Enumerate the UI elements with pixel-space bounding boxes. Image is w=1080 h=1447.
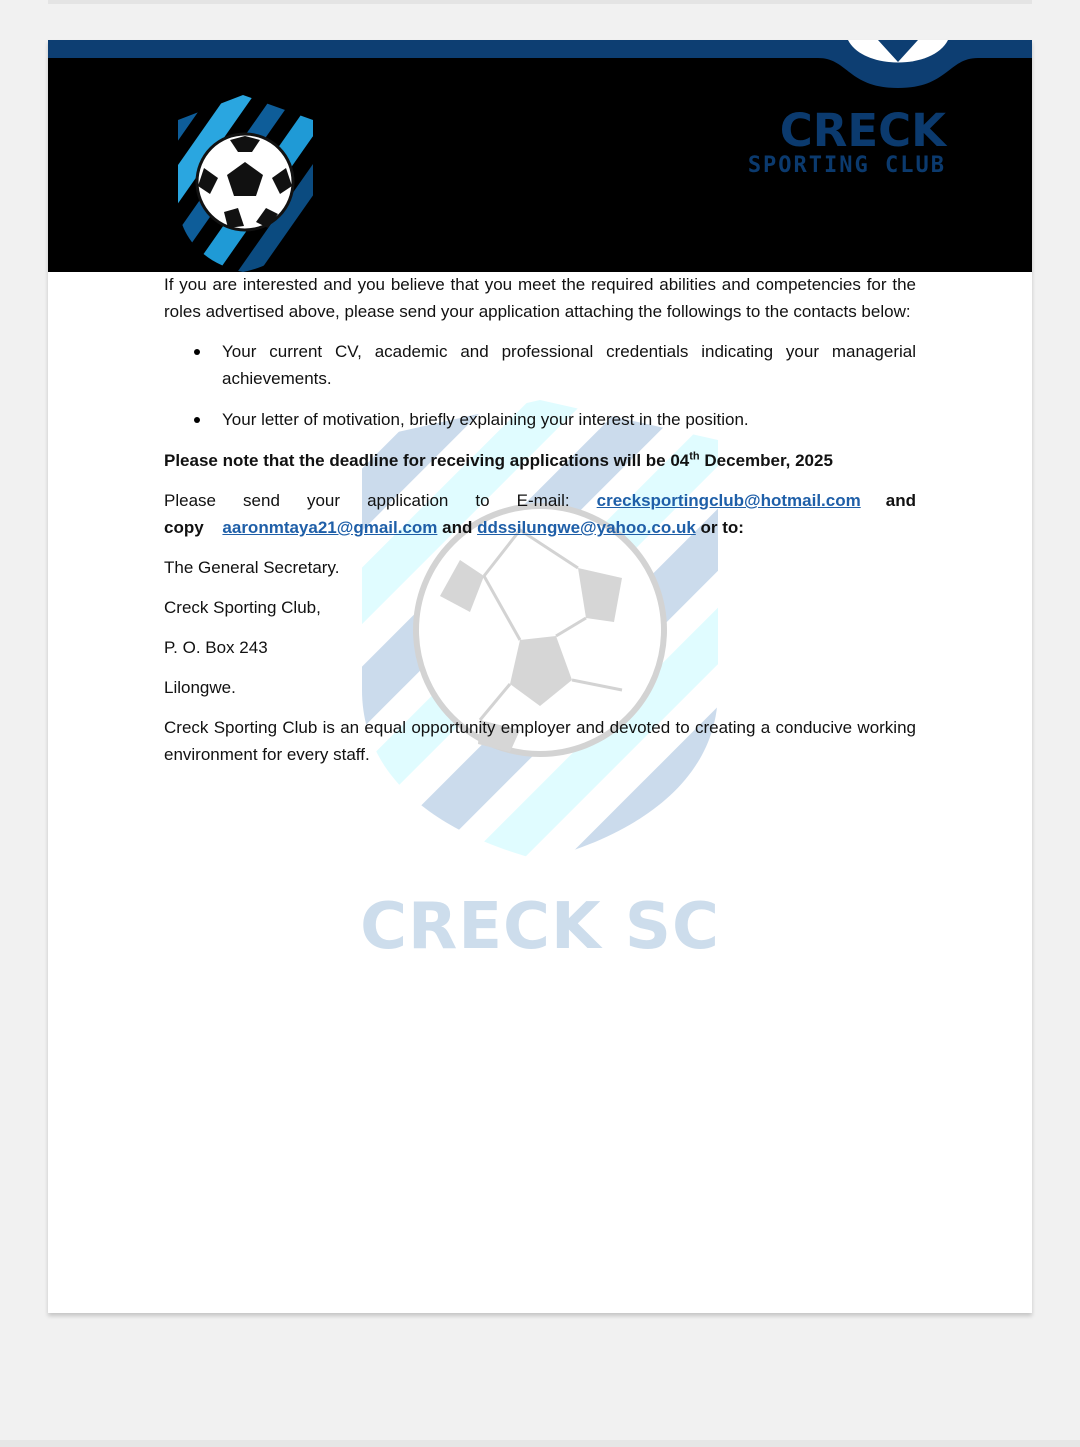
postal-address <box>164 554 916 701</box>
requirements-list <box>164 338 916 433</box>
contact-paragraph <box>164 487 916 541</box>
email-link-main[interactable]: crecksportingclub@hotmail.com <box>596 491 861 510</box>
top-edge <box>48 0 1032 4</box>
club-wordmark <box>747 104 946 178</box>
closing-paragraph: Creck Sporting Club is an equal opportunity employer and devoted to creating a conducive working environment for every staff. <box>164 718 916 764</box>
or-to-text: or to: <box>695 518 744 537</box>
list-item: Your current CV, academic and professional credentials indicating your managerial achievements. <box>222 338 916 392</box>
watermark-text: CRECK SC <box>360 890 720 964</box>
address-line: Lilongwe. <box>164 678 236 697</box>
deadline-paragraph <box>164 447 916 474</box>
club-crest-logo <box>168 90 318 275</box>
and-copy-text: and copy <box>164 491 917 537</box>
contact-prefix: Please send your application to E-mail: <box>164 491 597 510</box>
address-line: P. O. Box 243 <box>164 638 268 657</box>
deadline-suffix: December, 2025 <box>699 451 833 470</box>
intro-paragraph: If you are interested and you believe that you meet the required abilities and competencies for the roles advertised above, please send your application attaching the followings to the contacts below: <box>164 275 916 321</box>
letter-body <box>164 271 916 781</box>
address-line: The General Secretary. <box>164 558 340 577</box>
document-page <box>48 40 1032 1313</box>
viewer-bottom-edge <box>0 1440 1080 1447</box>
address-line: Creck Sporting Club, <box>164 598 321 617</box>
club-name: CRECK <box>779 104 946 157</box>
deadline-ordinal: th <box>689 450 700 463</box>
club-subtitle: SPORTING CLUB <box>747 153 946 178</box>
deadline-prefix: Please note that the deadline for receiving applications will be 04 <box>164 451 690 470</box>
list-item: Your letter of motivation, briefly explaining your interest in the position. <box>222 406 916 433</box>
header-ball-decoration <box>808 40 988 90</box>
and-text: and <box>437 518 478 537</box>
email-link-copy1[interactable]: aaronmtaya21@gmail.com <box>222 518 438 537</box>
letterhead-banner <box>48 40 1032 272</box>
email-link-copy2[interactable]: ddssilungwe@yahoo.co.uk <box>477 518 696 537</box>
